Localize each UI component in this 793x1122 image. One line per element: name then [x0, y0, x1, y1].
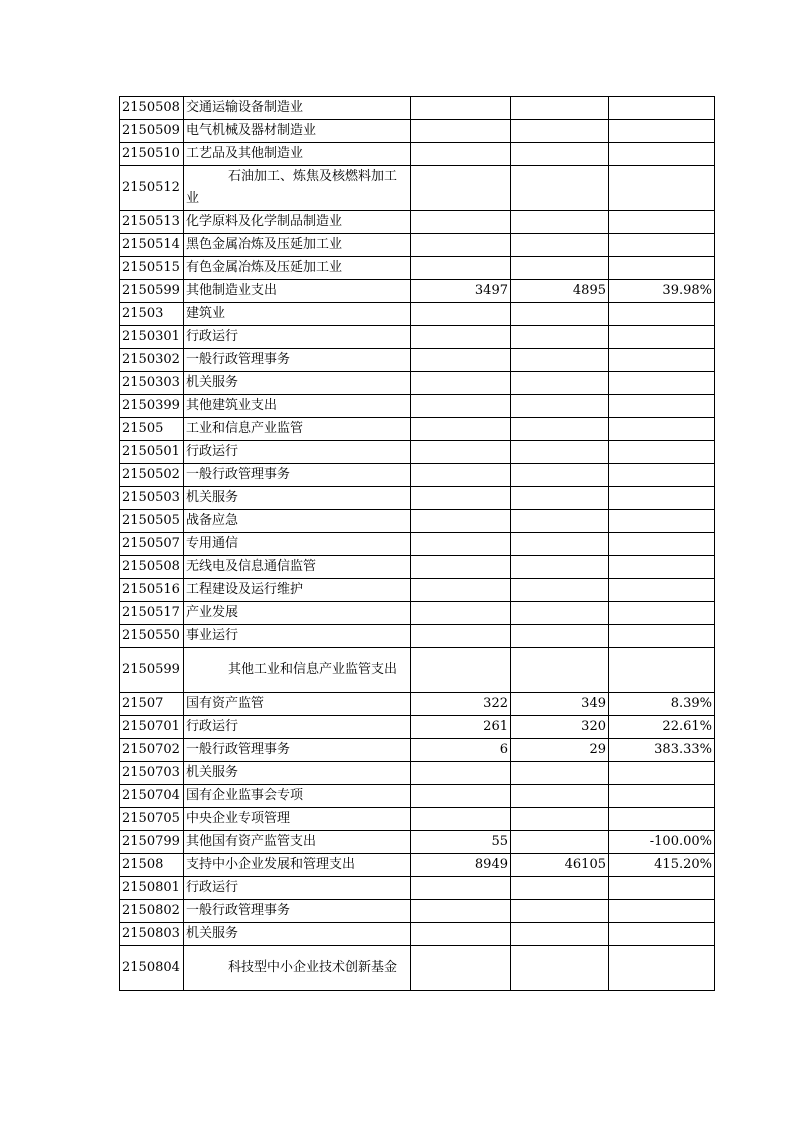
current-amount-cell: 4895	[511, 280, 609, 303]
subject-code-cell: 2150702	[120, 739, 184, 762]
prior-amount-cell	[411, 877, 511, 900]
current-amount-cell	[511, 166, 609, 211]
subject-code-cell: 2150704	[120, 785, 184, 808]
subject-name-cell: 一般行政管理事务	[184, 739, 411, 762]
table-row	[120, 808, 715, 831]
prior-amount-cell: 261	[411, 716, 511, 739]
table-row	[120, 579, 715, 602]
growth-rate-cell	[609, 143, 715, 166]
table-row	[120, 395, 715, 418]
current-amount-cell	[511, 257, 609, 280]
table-row	[120, 533, 715, 556]
current-amount-cell	[511, 877, 609, 900]
table-row	[120, 946, 715, 991]
table-row	[120, 166, 715, 211]
current-amount-cell	[511, 510, 609, 533]
subject-code-cell: 2150803	[120, 923, 184, 946]
table-row	[120, 556, 715, 579]
prior-amount-cell: 322	[411, 693, 511, 716]
subject-name-cell: 其他制造业支出	[184, 280, 411, 303]
prior-amount-cell	[411, 372, 511, 395]
growth-rate-cell	[609, 326, 715, 349]
current-amount-cell	[511, 831, 609, 854]
current-amount-cell	[511, 120, 609, 143]
growth-rate-cell	[609, 349, 715, 372]
subject-code-cell: 2150502	[120, 464, 184, 487]
prior-amount-cell: 55	[411, 831, 511, 854]
current-amount-cell	[511, 143, 609, 166]
subject-name-cell: 工艺品及其他制造业	[184, 143, 411, 166]
growth-rate-cell: 415.20%	[609, 854, 715, 877]
subject-name-cell: 其他工业和信息产业监管支出	[184, 648, 411, 693]
subject-name-cell: 其他国有资产监管支出	[184, 831, 411, 854]
prior-amount-cell	[411, 487, 511, 510]
subject-name-cell: 事业运行	[184, 625, 411, 648]
growth-rate-cell	[609, 166, 715, 211]
table-row	[120, 854, 715, 877]
subject-name-cell: 建筑业	[184, 303, 411, 326]
subject-name-cell: 无线电及信息通信监管	[184, 556, 411, 579]
prior-amount-cell	[411, 234, 511, 257]
current-amount-cell	[511, 372, 609, 395]
table-row	[120, 143, 715, 166]
prior-amount-cell	[411, 97, 511, 120]
current-amount-cell: 349	[511, 693, 609, 716]
subject-name-cell: 中央企业专项管理	[184, 808, 411, 831]
table-row	[120, 716, 715, 739]
current-amount-cell	[511, 533, 609, 556]
growth-rate-cell	[609, 510, 715, 533]
growth-rate-cell	[609, 464, 715, 487]
prior-amount-cell	[411, 762, 511, 785]
table-row	[120, 602, 715, 625]
table-row	[120, 372, 715, 395]
prior-amount-cell	[411, 211, 511, 234]
current-amount-cell	[511, 418, 609, 441]
subject-code-cell: 2150550	[120, 625, 184, 648]
subject-name-cell: 其他建筑业支出	[184, 395, 411, 418]
prior-amount-cell: 3497	[411, 280, 511, 303]
current-amount-cell	[511, 464, 609, 487]
subject-code-cell: 2150302	[120, 349, 184, 372]
subject-code-cell: 2150301	[120, 326, 184, 349]
prior-amount-cell	[411, 464, 511, 487]
current-amount-cell	[511, 923, 609, 946]
subject-name-cell: 工业和信息产业监管	[184, 418, 411, 441]
current-amount-cell	[511, 349, 609, 372]
growth-rate-cell	[609, 625, 715, 648]
subject-name-cell: 专用通信	[184, 533, 411, 556]
current-amount-cell	[511, 762, 609, 785]
current-amount-cell: 320	[511, 716, 609, 739]
subject-name-cell: 一般行政管理事务	[184, 900, 411, 923]
subject-name-cell: 石油加工、炼焦及核燃料加工业	[184, 166, 411, 211]
table-row	[120, 234, 715, 257]
prior-amount-cell	[411, 625, 511, 648]
subject-code-cell: 2150501	[120, 441, 184, 464]
subject-code-cell: 21503	[120, 303, 184, 326]
growth-rate-cell	[609, 785, 715, 808]
growth-rate-cell	[609, 211, 715, 234]
subject-name-cell: 支持中小企业发展和管理支出	[184, 854, 411, 877]
growth-rate-cell	[609, 556, 715, 579]
subject-code-cell: 2150703	[120, 762, 184, 785]
growth-rate-cell	[609, 418, 715, 441]
subject-code-cell: 2150804	[120, 946, 184, 991]
prior-amount-cell	[411, 900, 511, 923]
growth-rate-cell	[609, 923, 715, 946]
table-row	[120, 785, 715, 808]
prior-amount-cell	[411, 556, 511, 579]
prior-amount-cell	[411, 143, 511, 166]
table-row	[120, 693, 715, 716]
subject-name-cell: 行政运行	[184, 877, 411, 900]
growth-rate-cell: 383.33%	[609, 739, 715, 762]
subject-code-cell: 2150516	[120, 579, 184, 602]
current-amount-cell	[511, 556, 609, 579]
prior-amount-cell	[411, 120, 511, 143]
subject-code-cell: 2150705	[120, 808, 184, 831]
prior-amount-cell	[411, 533, 511, 556]
current-amount-cell	[511, 303, 609, 326]
subject-name-cell: 机关服务	[184, 372, 411, 395]
subject-code-cell: 21507	[120, 693, 184, 716]
subject-name-cell: 产业发展	[184, 602, 411, 625]
current-amount-cell	[511, 487, 609, 510]
current-amount-cell	[511, 602, 609, 625]
table-row	[120, 464, 715, 487]
current-amount-cell	[511, 625, 609, 648]
table-row	[120, 648, 715, 693]
subject-name-cell: 一般行政管理事务	[184, 349, 411, 372]
prior-amount-cell	[411, 785, 511, 808]
subject-code-cell: 21505	[120, 418, 184, 441]
subject-code-cell: 2150512	[120, 166, 184, 211]
current-amount-cell: 29	[511, 739, 609, 762]
subject-name-cell: 科技型中小企业技术创新基金	[184, 946, 411, 991]
subject-code-cell: 2150515	[120, 257, 184, 280]
table-row	[120, 97, 715, 120]
subject-code-cell: 2150507	[120, 533, 184, 556]
subject-code-cell: 2150510	[120, 143, 184, 166]
current-amount-cell	[511, 211, 609, 234]
prior-amount-cell: 8949	[411, 854, 511, 877]
table-row	[120, 923, 715, 946]
budget-table	[119, 96, 715, 991]
table-row	[120, 120, 715, 143]
growth-rate-cell: 39.98%	[609, 280, 715, 303]
growth-rate-cell	[609, 877, 715, 900]
prior-amount-cell	[411, 510, 511, 533]
subject-name-cell: 工程建设及运行维护	[184, 579, 411, 602]
table-row	[120, 326, 715, 349]
prior-amount-cell	[411, 303, 511, 326]
subject-name-cell: 机关服务	[184, 762, 411, 785]
subject-code-cell: 2150701	[120, 716, 184, 739]
table-row	[120, 900, 715, 923]
table-row	[120, 349, 715, 372]
growth-rate-cell	[609, 97, 715, 120]
prior-amount-cell	[411, 166, 511, 211]
growth-rate-cell	[609, 946, 715, 991]
subject-code-cell: 2150599	[120, 648, 184, 693]
table-row	[120, 625, 715, 648]
prior-amount-cell	[411, 395, 511, 418]
subject-name-cell: 交通运输设备制造业	[184, 97, 411, 120]
growth-rate-cell	[609, 808, 715, 831]
table-row	[120, 831, 715, 854]
growth-rate-cell: -100.00%	[609, 831, 715, 854]
subject-code-cell: 2150599	[120, 280, 184, 303]
growth-rate-cell	[609, 487, 715, 510]
current-amount-cell: 46105	[511, 854, 609, 877]
table-row	[120, 211, 715, 234]
table-row	[120, 877, 715, 900]
table-row	[120, 418, 715, 441]
growth-rate-cell: 22.61%	[609, 716, 715, 739]
subject-code-cell: 2150799	[120, 831, 184, 854]
current-amount-cell	[511, 326, 609, 349]
prior-amount-cell	[411, 326, 511, 349]
current-amount-cell	[511, 234, 609, 257]
growth-rate-cell	[609, 303, 715, 326]
subject-name-cell: 有色金属冶炼及压延加工业	[184, 257, 411, 280]
table-row	[120, 487, 715, 510]
table-body	[120, 97, 715, 991]
subject-name-cell: 国有资产监管	[184, 693, 411, 716]
subject-code-cell: 2150505	[120, 510, 184, 533]
subject-code-cell: 2150503	[120, 487, 184, 510]
subject-name-cell: 机关服务	[184, 487, 411, 510]
prior-amount-cell	[411, 441, 511, 464]
subject-name-cell: 黑色金属冶炼及压延加工业	[184, 234, 411, 257]
table-row	[120, 303, 715, 326]
current-amount-cell	[511, 648, 609, 693]
subject-name-cell: 一般行政管理事务	[184, 464, 411, 487]
growth-rate-cell	[609, 762, 715, 785]
current-amount-cell	[511, 395, 609, 418]
prior-amount-cell	[411, 602, 511, 625]
prior-amount-cell	[411, 923, 511, 946]
prior-amount-cell	[411, 418, 511, 441]
growth-rate-cell	[609, 257, 715, 280]
subject-name-cell: 机关服务	[184, 923, 411, 946]
growth-rate-cell	[609, 372, 715, 395]
subject-code-cell: 2150513	[120, 211, 184, 234]
prior-amount-cell	[411, 946, 511, 991]
growth-rate-cell	[609, 395, 715, 418]
current-amount-cell	[511, 579, 609, 602]
subject-code-cell: 2150802	[120, 900, 184, 923]
current-amount-cell	[511, 900, 609, 923]
current-amount-cell	[511, 441, 609, 464]
current-amount-cell	[511, 785, 609, 808]
prior-amount-cell	[411, 257, 511, 280]
subject-name-cell: 国有企业监事会专项	[184, 785, 411, 808]
subject-code-cell: 2150801	[120, 877, 184, 900]
table-row	[120, 280, 715, 303]
prior-amount-cell	[411, 808, 511, 831]
subject-name-cell: 战备应急	[184, 510, 411, 533]
table-row	[120, 257, 715, 280]
subject-code-cell: 2150399	[120, 395, 184, 418]
subject-name-cell: 化学原料及化学制品制造业	[184, 211, 411, 234]
current-amount-cell	[511, 808, 609, 831]
subject-code-cell: 2150517	[120, 602, 184, 625]
subject-code-cell: 2150509	[120, 120, 184, 143]
table-row	[120, 762, 715, 785]
subject-code-cell: 2150508	[120, 556, 184, 579]
table-row	[120, 441, 715, 464]
growth-rate-cell	[609, 441, 715, 464]
prior-amount-cell: 6	[411, 739, 511, 762]
subject-name-cell: 电气机械及器材制造业	[184, 120, 411, 143]
table-row	[120, 739, 715, 762]
table-row	[120, 510, 715, 533]
growth-rate-cell: 8.39%	[609, 693, 715, 716]
prior-amount-cell	[411, 349, 511, 372]
subject-code-cell: 2150514	[120, 234, 184, 257]
subject-code-cell: 21508	[120, 854, 184, 877]
growth-rate-cell	[609, 234, 715, 257]
growth-rate-cell	[609, 120, 715, 143]
growth-rate-cell	[609, 900, 715, 923]
subject-name-cell: 行政运行	[184, 716, 411, 739]
current-amount-cell	[511, 946, 609, 991]
current-amount-cell	[511, 97, 609, 120]
prior-amount-cell	[411, 579, 511, 602]
subject-code-cell: 2150508	[120, 97, 184, 120]
growth-rate-cell	[609, 602, 715, 625]
growth-rate-cell	[609, 648, 715, 693]
growth-rate-cell	[609, 533, 715, 556]
prior-amount-cell	[411, 648, 511, 693]
subject-name-cell: 行政运行	[184, 326, 411, 349]
growth-rate-cell	[609, 579, 715, 602]
subject-code-cell: 2150303	[120, 372, 184, 395]
subject-name-cell: 行政运行	[184, 441, 411, 464]
